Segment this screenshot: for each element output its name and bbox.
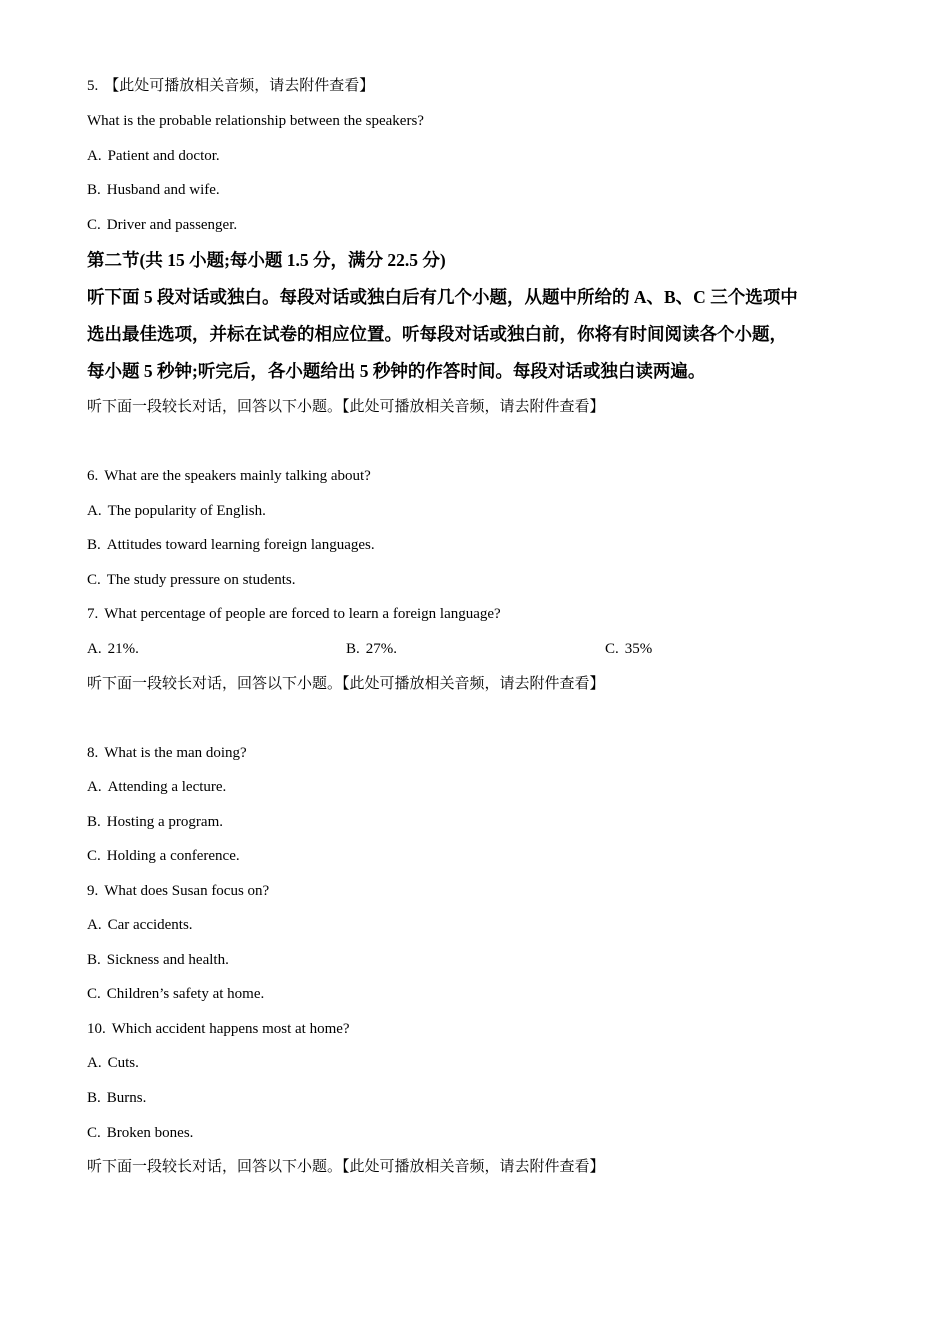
q9-question-line: [87, 881, 269, 901]
option-letter: B.: [87, 182, 101, 198]
q7-option-b[interactable]: [346, 639, 397, 659]
option-letter: C.: [87, 572, 101, 588]
q7-option-c[interactable]: [605, 639, 652, 659]
section2-instruction-2: 选出最佳选项，并标在试卷的相应位置。听每段对话或独白前，你将有时间阅读各个小题，: [87, 324, 787, 344]
q7-option-a[interactable]: [87, 639, 139, 659]
option-letter: A.: [87, 641, 102, 657]
q6-option-a[interactable]: [87, 501, 266, 521]
q5-audio-note[interactable]: 【此处可播放相关音频，请去附件查看】: [104, 78, 375, 94]
audio-prompt-2[interactable]: 听下面一段较长对话，回答以下小题。【此处可播放相关音频，请去附件查看】: [87, 676, 605, 692]
option-text: The study pressure on students.: [106, 572, 296, 588]
option-text: 21%.: [107, 641, 139, 657]
option-letter: C.: [87, 1125, 101, 1141]
q10-question-line: [87, 1019, 350, 1039]
q7-options-row: [87, 639, 787, 659]
option-letter: C.: [87, 986, 101, 1002]
q8-option-a[interactable]: [87, 777, 226, 797]
option-text: 35%: [624, 641, 653, 657]
option-letter: A.: [87, 779, 102, 795]
section2-title: 第二节(共 15 小题;每小题 1.5 分，满分 22.5 分): [87, 250, 446, 270]
q10-question: Which accident happens most at home?: [111, 1021, 350, 1037]
q10-option-b[interactable]: [87, 1088, 146, 1108]
section2-instruction-1: 听下面 5 段对话或独白。每段对话或独白后有几个小题，从题中所给的 A、B、C 三个选项中: [87, 287, 798, 307]
q5-question: What is the probable relationship between the speakers?: [87, 113, 424, 129]
option-text: Cuts.: [107, 1055, 139, 1071]
option-letter: C.: [605, 641, 619, 657]
option-text: Driver and passenger.: [106, 217, 238, 233]
option-letter: C.: [87, 848, 101, 864]
q7-question-line: [87, 604, 501, 624]
option-text: Burns.: [106, 1090, 147, 1106]
option-letter: A.: [87, 917, 102, 933]
q6-number: 6.: [87, 468, 99, 484]
option-text: Husband and wife.: [106, 182, 220, 198]
q5-number: 5.: [87, 78, 99, 94]
q6-option-c[interactable]: [87, 570, 296, 590]
q8-option-b[interactable]: [87, 812, 223, 832]
q10-number: 10.: [87, 1021, 106, 1037]
option-letter: B.: [87, 814, 101, 830]
option-text: Attitudes toward learning foreign languages.: [106, 537, 375, 553]
audio-prompt-1[interactable]: 听下面一段较长对话，回答以下小题。【此处可播放相关音频，请去附件查看】: [87, 399, 605, 415]
q5-option-c[interactable]: [87, 215, 237, 235]
q5-header: [87, 76, 374, 96]
option-text: Holding a conference.: [106, 848, 240, 864]
q6-option-b[interactable]: [87, 535, 375, 555]
q5-option-a[interactable]: [87, 146, 220, 166]
option-text: Car accidents.: [107, 917, 193, 933]
q9-option-b[interactable]: [87, 950, 229, 970]
q9-option-c[interactable]: [87, 984, 264, 1004]
option-letter: B.: [346, 641, 360, 657]
q8-number: 8.: [87, 745, 99, 761]
option-text: Sickness and health.: [106, 952, 229, 968]
option-letter: C.: [87, 217, 101, 233]
option-letter: A.: [87, 148, 102, 164]
q5-option-b[interactable]: [87, 180, 220, 200]
q9-number: 9.: [87, 883, 99, 899]
q9-option-a[interactable]: [87, 915, 193, 935]
q6-question-line: [87, 466, 371, 486]
option-letter: B.: [87, 952, 101, 968]
q8-question-line: [87, 743, 247, 763]
q10-option-a[interactable]: [87, 1053, 139, 1073]
section2-instruction-3: 每小题 5 秒钟;听完后，各小题给出 5 秒钟的作答时间。每段对话或独白读两遍。: [87, 361, 706, 381]
q9-question: What does Susan focus on?: [104, 883, 270, 899]
option-text: The popularity of English.: [107, 503, 266, 519]
option-letter: B.: [87, 537, 101, 553]
option-text: Children’s safety at home.: [106, 986, 265, 1002]
audio-prompt-3[interactable]: 听下面一段较长对话，回答以下小题。【此处可播放相关音频，请去附件查看】: [87, 1159, 605, 1175]
q10-option-c[interactable]: [87, 1123, 193, 1143]
option-letter: B.: [87, 1090, 101, 1106]
q6-question: What are the speakers mainly talking about?: [104, 468, 371, 484]
option-letter: A.: [87, 503, 102, 519]
option-text: Broken bones.: [106, 1125, 194, 1141]
q8-question: What is the man doing?: [104, 745, 247, 761]
option-text: Hosting a program.: [106, 814, 223, 830]
option-text: Attending a lecture.: [107, 779, 227, 795]
option-text: 27%.: [365, 641, 398, 657]
q7-number: 7.: [87, 606, 99, 622]
q8-option-c[interactable]: [87, 846, 240, 866]
q7-question: What percentage of people are forced to learn a foreign language?: [104, 606, 501, 622]
option-letter: A.: [87, 1055, 102, 1071]
option-text: Patient and doctor.: [107, 148, 220, 164]
